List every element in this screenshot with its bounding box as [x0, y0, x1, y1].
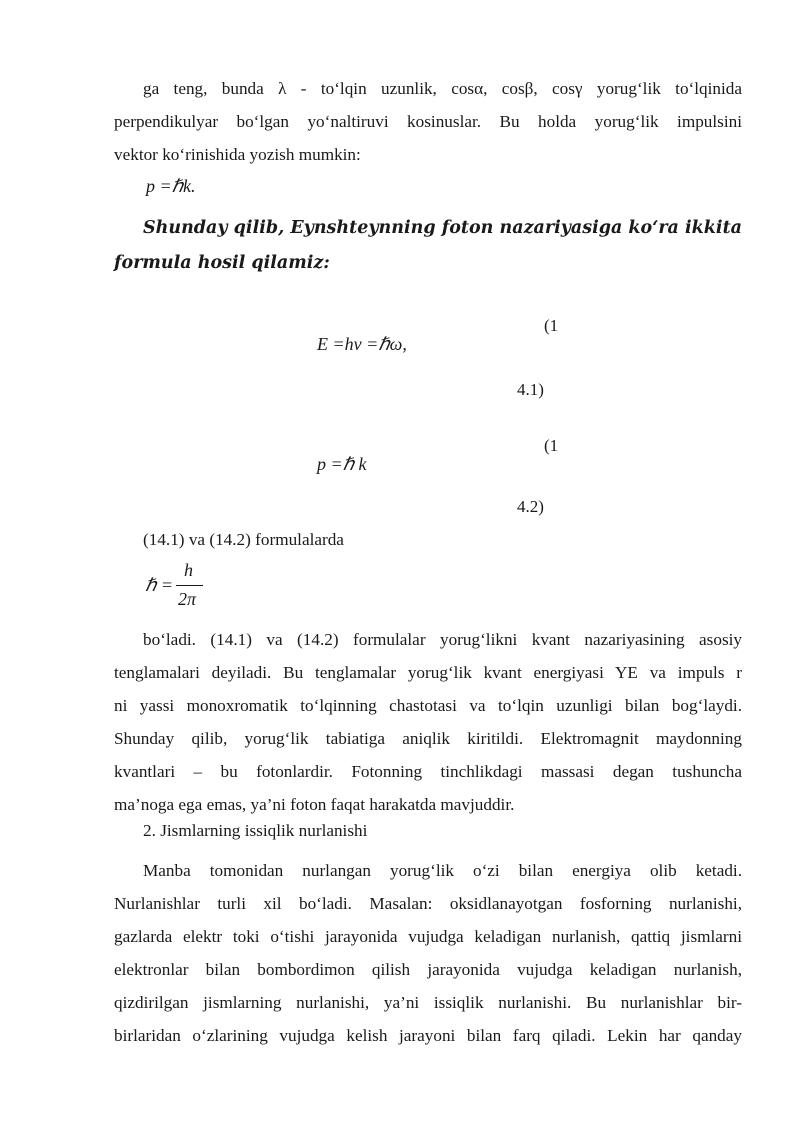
para2-line4: Shunday qilib, yorug‘lik tabiatiga aniqlik kiritildi. Elektromagnit maydonning	[114, 729, 742, 748]
para2-line3: ni yassi monoxromatik to‘lqinning chastotasi va to‘lqin uzunligi bilan bog‘laydi.	[114, 696, 742, 715]
para3-line6: birlaridan o‘zlarining vujudga kelish jarayoni bilan farq qiladi. Lekin har qanday	[114, 1026, 742, 1045]
hbar-denominator: 2π	[178, 589, 197, 609]
para1-line3: vektor ko‘rinishida yozish mumkin:	[114, 145, 361, 164]
para3-line2: Nurlanishlar turli xil bo‘ladi. Masalan: oksidlanayotgan fosforning nurlanishi,	[114, 894, 742, 913]
section-heading: 2. Jismlarning issiqlik nurlanishi	[143, 821, 368, 840]
para2-line1: bo‘ladi. (14.1) va (14.2) formulalar yorug‘likni kvant nazariyasining asosiy	[143, 630, 742, 649]
equation-1-number-top: (1	[544, 316, 559, 335]
para3-line5: qizdirilgan jismlarning nurlanishi, ya’ni issiqlik nurlanishi. Bu nurlanishlar bir-	[114, 993, 742, 1012]
equation-1-number-bottom: 4.1)	[517, 380, 544, 399]
bold-statement-line2: formula hosil qilamiz:	[114, 253, 330, 273]
para3-line4: elektronlar bilan bombordimon qilish jarayonida vujudga keladigan nurlanish,	[114, 960, 742, 979]
equation-2-formula: p =ℏ k	[317, 454, 367, 474]
para1-line2: perpendikulyar bo‘lgan yo‘naltiruvi kosinuslar. Bu holda yorug‘lik impulsini	[114, 112, 742, 131]
hbar-numerator: h	[184, 560, 193, 580]
para3-line3: gazlarda elektr toki o‘tishi jarayonida vujudga keladigan nurlanish, qattiq jismlarni	[114, 927, 742, 946]
equation-p-vector: p =ℏk.	[146, 176, 196, 196]
equation-2-number-top: (1	[544, 436, 559, 455]
para2-line6: ma’noga ega emas, ya’ni foton faqat harakatda mavjuddir.	[114, 795, 515, 814]
hbar-lhs: ℏ =	[145, 575, 174, 595]
equation-2-number-bottom: 4.2)	[517, 497, 544, 516]
fraction-bar	[176, 585, 203, 586]
formulas-intro: (14.1) va (14.2) formulalarda	[143, 530, 344, 549]
equation-1-formula: E =hν =ℏω,	[317, 334, 407, 354]
para1-line1: ga teng, bunda λ - to‘lqin uzunlik, cosα, cosβ, cosγ yorug‘lik to‘lqinida	[143, 79, 742, 98]
para2-line2: tenglamalari deyiladi. Bu tenglamalar yorug‘lik kvant energiyasi YE va impuls r	[114, 663, 742, 682]
para2-line5: kvantlari – bu fotonlardir. Fotonning tinchlikdagi massasi degan tushuncha	[114, 762, 742, 781]
bold-statement-line1: Shunday qilib, Eynshteynning foton nazariyasiga ko‘ra ikkita	[143, 218, 742, 238]
para3-line1: Manba tomonidan nurlangan yorug‘lik o‘zi bilan energiya olib ketadi.	[143, 861, 742, 880]
